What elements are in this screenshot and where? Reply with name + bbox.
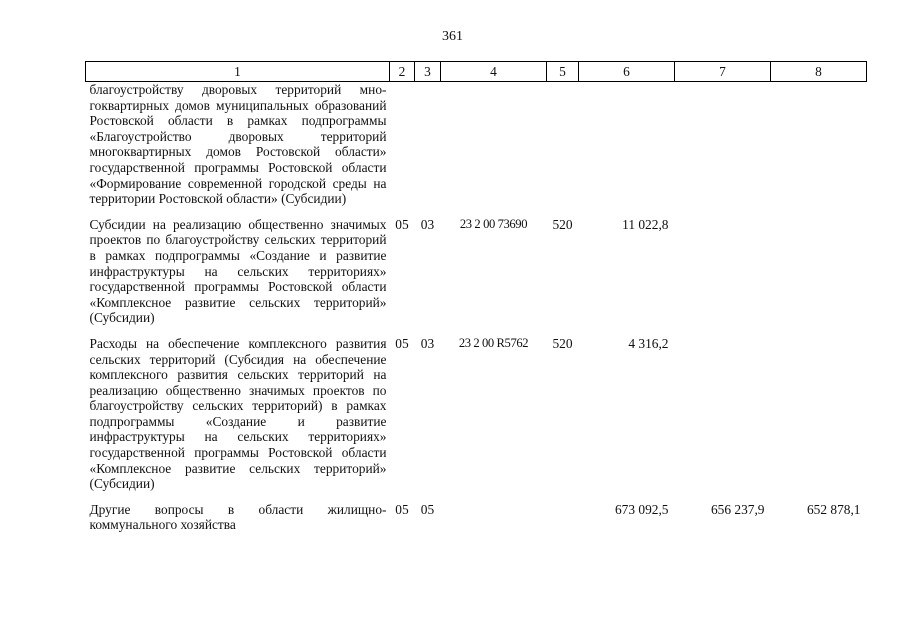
- row-amount-year2: [675, 217, 771, 336]
- header-cell: 3: [415, 62, 441, 82]
- header-cell: 8: [771, 62, 867, 82]
- row-description: Расходы на обеспечение комплексного развития сельских территорий (Субсидия на обеспечение комплексного развития сельских территорий на реализацию общественно значимых проектов по благоустройству сельских территорий) в рамках подпрограммы «Создание и развитие инфраструктуры на сельских территориях» государственной программы Ростовской области «Комплексное развитие сельских территорий» (Субсидии): [89, 335, 387, 492]
- header-cell: 5: [547, 62, 579, 82]
- row-amount-year3: [771, 217, 867, 336]
- row-section: 05: [395, 335, 409, 351]
- row-amount-year1: 673 092,5: [614, 501, 669, 517]
- row-section: 05: [395, 501, 409, 517]
- row-amount-year2: 656 237,9: [710, 501, 765, 517]
- table-row: [86, 82, 867, 217]
- row-description: благоустройству дворовых территорий многоквартирных домов муниципальных образований Ростовской области в рамках подпрограммы «Благоустройство дворовых территорий многоквартирных домов Ростовской области» государственной программы Ростовской области «Формирование современной городской среды на территории Ростовской области» (Субсидии): [89, 82, 387, 207]
- row-section: [390, 82, 415, 217]
- row-amount-year1: 4 316,2: [628, 335, 669, 351]
- row-subsection: [415, 82, 441, 217]
- row-amount-year1: 11 022,8: [622, 216, 669, 232]
- row-amount-year2: [675, 82, 771, 217]
- table-row: [86, 502, 867, 543]
- row-description: Другие вопросы в области жилищно-коммунального хозяйства: [89, 501, 387, 533]
- row-target-code: [441, 82, 547, 217]
- table-row: [86, 336, 867, 502]
- header-cell: 7: [675, 62, 771, 82]
- header-row: [86, 62, 867, 82]
- table-row: [86, 217, 867, 336]
- row-amount-year3: 652 878,1: [806, 501, 861, 517]
- row-target-code: 23 2 00 R5762: [458, 335, 529, 350]
- row-target-code: 23 2 00 73690: [459, 216, 528, 231]
- header-cell: 2: [390, 62, 415, 82]
- page-number: 361: [442, 29, 463, 44]
- row-subsection: 03: [420, 216, 435, 232]
- row-target-code: [441, 502, 547, 543]
- row-description: Субсидии на реализацию общественно значимых проектов по благоустройству сельских территорий в рамках подпрограммы «Создание и развитие инфраструктуры на сельских территориях» государственной программы Ростовской области «Комплексное развитие сельских территорий» (Субсидии): [89, 216, 387, 326]
- row-amount-year3: [771, 82, 867, 217]
- row-amount-year1: [579, 82, 675, 217]
- row-amount-year3: [771, 336, 867, 502]
- budget-table: [85, 61, 867, 543]
- row-amount-year2: [675, 336, 771, 502]
- row-expense-type: [547, 82, 579, 217]
- row-subsection: 03: [420, 335, 435, 351]
- row-expense-type: 520: [552, 216, 573, 232]
- row-expense-type: 520: [552, 335, 573, 351]
- row-section: 05: [395, 216, 409, 232]
- header-cell: 4: [441, 62, 547, 82]
- header-cell: 1: [86, 62, 390, 82]
- header-cell: 6: [579, 62, 675, 82]
- row-subsection: 05: [420, 501, 435, 517]
- row-expense-type: [547, 502, 579, 543]
